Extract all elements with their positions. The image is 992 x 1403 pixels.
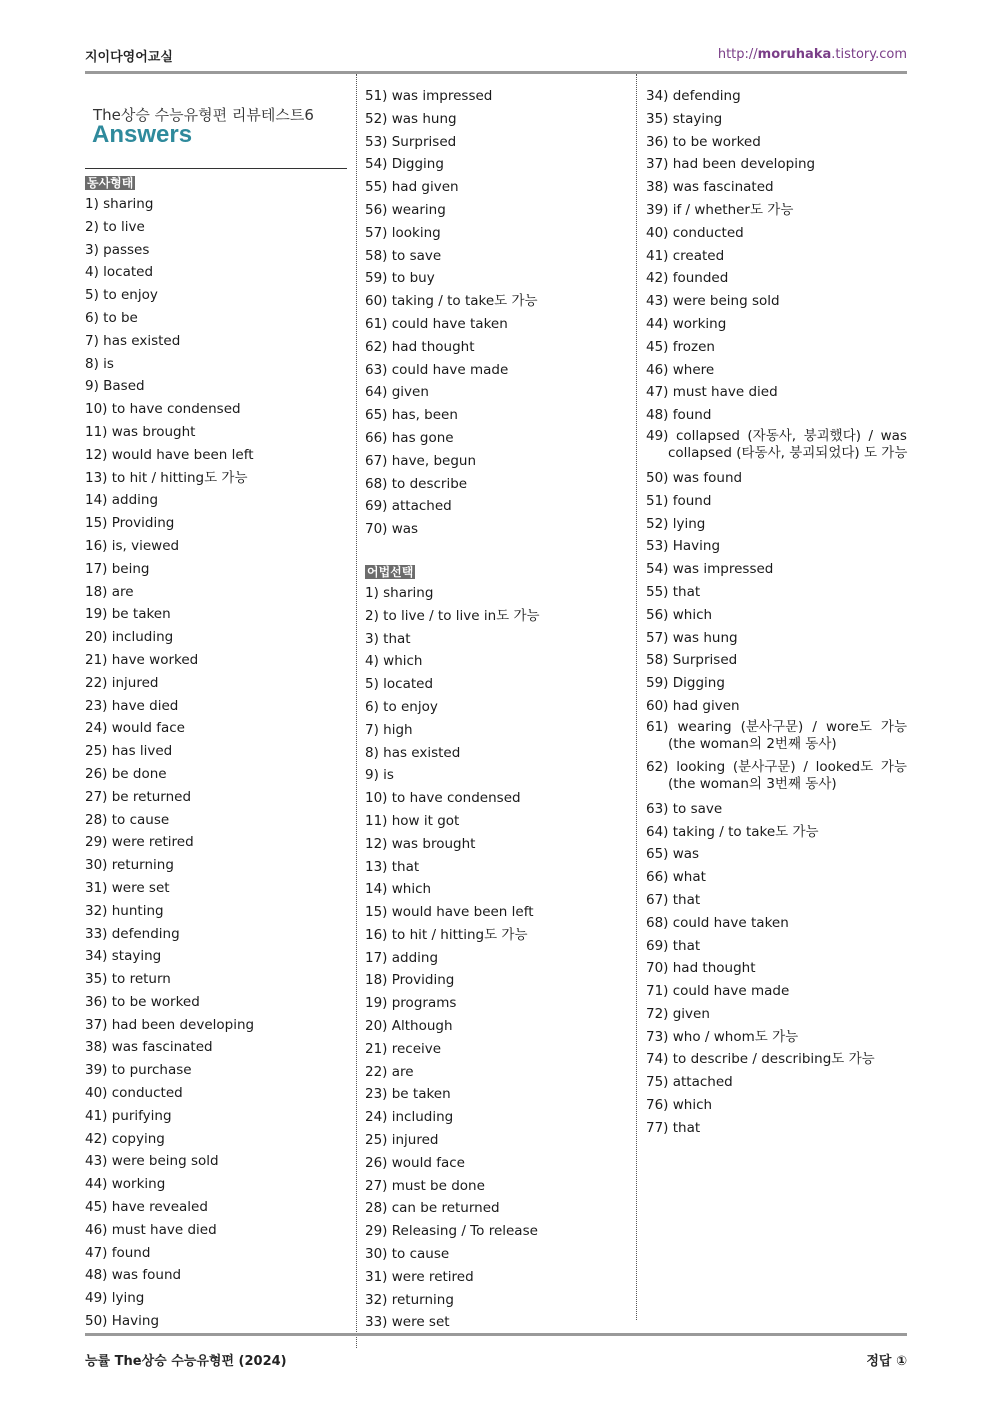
answer-item: 9) is — [365, 767, 394, 784]
answer-item: 75) attached — [646, 1074, 733, 1091]
section-label-grammar-choice: 어법선택 — [367, 564, 414, 579]
answer-item: 7) high — [365, 721, 413, 738]
title-rule — [85, 168, 347, 169]
answer-item: 29) were retired — [85, 834, 194, 851]
answer-item: 40) conducted — [85, 1085, 183, 1102]
answer-item: 25) has lived — [85, 743, 173, 760]
answer-item: 10) to have condensed — [85, 401, 241, 418]
answer-item: 32) returning — [365, 1291, 454, 1308]
answer-item: 63) could have made — [365, 361, 509, 378]
site-name: 지이다영어교실 — [85, 50, 173, 65]
answer-item: 22) are — [365, 1063, 414, 1080]
footer-rule — [85, 1333, 907, 1336]
answer-item: 54) Digging — [365, 156, 444, 173]
answer-item: 20) including — [85, 629, 174, 646]
answer-item: 59) Digging — [646, 675, 725, 692]
answer-item: 32) hunting — [85, 902, 164, 919]
answer-item: 26) be done — [85, 765, 167, 782]
answer-item: 15) would have been left — [365, 904, 534, 921]
answer-item: 8) is — [85, 355, 114, 372]
answer-item: 5) located — [365, 676, 434, 693]
answer-item: 65) has, been — [365, 407, 458, 424]
answer-item: 52) lying — [646, 515, 706, 532]
answer-item: 18) Providing — [365, 972, 455, 989]
answer-item: 53) Surprised — [365, 133, 457, 150]
answer-item: 14) which — [365, 881, 432, 898]
answer-item-line2: (the woman의 3번째 동사) — [668, 776, 837, 793]
answer-item: 12) was brought — [365, 835, 476, 852]
answer-item: 55) that — [646, 583, 701, 600]
answer-item: 42) copying — [85, 1130, 165, 1147]
word: was — [880, 427, 907, 444]
answer-item: 71) could have made — [646, 983, 790, 1000]
answer-item: 36) to be worked — [85, 993, 200, 1010]
answer-item: 15) Providing — [85, 515, 175, 532]
answer-item: 50) Having — [85, 1313, 160, 1330]
answer-item: 36) to be worked — [646, 133, 761, 150]
answer-item: 52) was hung — [365, 110, 457, 127]
answer-item-line1 — [646, 719, 907, 737]
answer-item: 6) to be — [85, 309, 138, 326]
answer-item: 67) that — [646, 891, 701, 908]
answer-item: 31) were set — [85, 879, 170, 896]
word: 붕괴했다) — [803, 427, 862, 444]
word: / — [812, 718, 817, 735]
answer-item: 33) defending — [85, 925, 180, 942]
answer-item: 21) receive — [365, 1040, 442, 1057]
word: 49) — [646, 427, 669, 444]
answer-item: 13) that — [365, 858, 420, 875]
answer-item-line2: collapsed (타동사, 붕괴되었다) 도 가능 — [668, 445, 908, 462]
header-rule — [85, 71, 907, 74]
word: 가능 — [880, 718, 907, 735]
answer-item: 27) must be done — [365, 1177, 485, 1194]
word: looked도 — [815, 758, 874, 775]
answer-item: 60) taking / to take도 가능 — [365, 293, 538, 310]
word: looking — [676, 758, 726, 775]
url-prefix: http:// — [717, 47, 758, 62]
answer-item: 74) to describe / describing도 가능 — [646, 1051, 875, 1068]
answer-item: 37) had been developing — [85, 1016, 255, 1033]
answer-item: 4) which — [365, 653, 423, 670]
answer-item-line1 — [646, 759, 907, 777]
answer-item: 59) to buy — [365, 270, 435, 287]
answer-item: 41) purifying — [85, 1107, 172, 1124]
word: (자동사, — [747, 427, 797, 444]
answer-item: 26) would face — [365, 1154, 465, 1171]
answer-item: 16) to hit / hitting도 가능 — [365, 926, 528, 943]
answer-item: 66) what — [646, 869, 706, 886]
url-bold: moruhaka — [757, 47, 832, 62]
answer-item: 24) including — [365, 1109, 454, 1126]
answer-item: 17) adding — [365, 949, 439, 966]
answer-item: 39) to purchase — [85, 1062, 192, 1079]
footer-page-label: 정답 ① — [866, 1354, 907, 1369]
answer-item: 1) sharing — [85, 196, 154, 212]
answer-item: 31) were retired — [365, 1268, 474, 1285]
answer-item: 64) given — [365, 384, 429, 401]
word: 61) — [646, 718, 669, 735]
word: 가능 — [880, 758, 907, 775]
footer-book-title: 능률 The상승 수능유형편 (2024) — [85, 1354, 287, 1369]
column-divider-1 — [356, 74, 357, 1348]
answer-item: 39) if / whether도 가능 — [646, 201, 794, 218]
answer-item: 62) had thought — [365, 338, 475, 355]
page-subtitle: The상승 수능유형편 리뷰테스트6 — [93, 106, 314, 124]
answer-item: 7) has existed — [85, 332, 181, 349]
answer-item — [646, 428, 907, 468]
answer-item: 64) taking / to take도 가능 — [646, 823, 819, 840]
answer-item: 23) have died — [85, 697, 179, 714]
word: collapsed — [675, 427, 740, 444]
word: wore도 — [825, 718, 872, 735]
column-3 — [646, 86, 907, 1141]
answer-item: 56) wearing — [365, 201, 446, 218]
answer-item: 44) working — [85, 1176, 166, 1193]
answer-item: 69) attached — [365, 498, 452, 515]
answer-item: 70) had thought — [646, 960, 756, 977]
answer-item: 41) created — [646, 247, 725, 264]
answer-item: 10) to have condensed — [365, 790, 521, 807]
answer-item: 72) given — [646, 1005, 710, 1022]
answer-item: 70) was — [365, 521, 419, 538]
answer-item: 17) being — [85, 560, 150, 577]
answer-item: 58) Surprised — [646, 652, 738, 669]
answer-item: 65) was — [646, 846, 700, 863]
answer-item: 48) found — [646, 407, 712, 424]
answer-item: 60) had given — [646, 697, 740, 714]
answer-item: 69) that — [646, 937, 701, 954]
answer-item: 38) was fascinated — [85, 1039, 213, 1056]
answer-item: 34) staying — [85, 948, 162, 965]
answer-item: 21) have worked — [85, 651, 199, 668]
answer-item: 2) to live / to live in도 가능 — [365, 607, 540, 624]
word: wearing — [677, 718, 732, 735]
answer-item: 16) is, viewed — [85, 537, 180, 554]
answer-item: 24) would face — [85, 720, 185, 737]
answer-item: 30) to cause — [365, 1246, 450, 1263]
answer-item: 5) to enjoy — [85, 287, 158, 304]
answer-item: 40) conducted — [646, 224, 744, 241]
answer-item: 25) injured — [365, 1132, 439, 1149]
answer-item: 66) has gone — [365, 429, 454, 446]
word: / — [803, 758, 808, 775]
answer-item: 68) to describe — [365, 475, 468, 492]
answer-item: 22) injured — [85, 674, 159, 691]
answer-item: 30) returning — [85, 857, 174, 874]
answer-item: 12) would have been left — [85, 446, 254, 463]
answer-item: 68) could have taken — [646, 914, 789, 931]
column-divider-2 — [636, 74, 637, 1320]
answer-item: 42) founded — [646, 270, 729, 287]
answer-item: 28) can be returned — [365, 1200, 500, 1217]
answer-item: 38) was fascinated — [646, 179, 774, 196]
word: 62) — [646, 758, 669, 775]
answer-item: 8) has existed — [365, 744, 461, 761]
answer-item: 20) Although — [365, 1018, 453, 1035]
answer-item: 57) looking — [365, 224, 441, 241]
answer-item: 50) was found — [646, 469, 743, 486]
answer-item — [646, 759, 907, 799]
answer-item: 35) to return — [85, 971, 171, 988]
answer-item: 46) must have died — [85, 1221, 217, 1238]
answer-item: 2) to live — [85, 218, 145, 235]
answer-item: 37) had been developing — [646, 156, 816, 173]
answer-item: 27) be returned — [85, 788, 192, 805]
answer-item: 67) have, begun — [365, 452, 476, 469]
answer-item: 51) was impressed — [365, 88, 493, 104]
answer-item: 49) lying — [85, 1290, 145, 1307]
answer-item: 33) were set — [365, 1314, 450, 1331]
site-url[interactable] — [718, 47, 907, 62]
answer-item-line1 — [646, 428, 907, 446]
answer-item: 43) were being sold — [646, 293, 780, 310]
answer-item: 54) was impressed — [646, 561, 774, 578]
answer-item: 13) to hit / hitting도 가능 — [85, 469, 248, 486]
answer-item: 11) was brought — [85, 423, 196, 440]
answer-item-line2: (the woman의 2번째 동사) — [668, 736, 837, 753]
answer-item: 63) to save — [646, 800, 723, 817]
word: (분사구문) — [732, 758, 796, 775]
word: / — [868, 427, 874, 444]
answer-item: 35) staying — [646, 110, 723, 127]
answer-item: 45) frozen — [646, 338, 715, 355]
answer-item: 34) defending — [646, 88, 741, 104]
answer-item — [646, 719, 907, 759]
answer-item: 56) which — [646, 606, 713, 623]
answer-item: 6) to enjoy — [365, 698, 438, 715]
answer-item: 1) sharing — [365, 584, 434, 601]
answer-item: 4) located — [85, 264, 154, 281]
answer-item: 18) are — [85, 583, 134, 600]
answer-item: 77) that — [646, 1119, 701, 1136]
answer-item: 23) be taken — [365, 1086, 451, 1103]
answer-item: 51) found — [646, 492, 712, 509]
answer-item: 53) Having — [646, 538, 721, 555]
answer-item: 44) working — [646, 315, 727, 332]
page-title: Answers — [92, 121, 193, 148]
url-suffix: .tistory.com — [831, 47, 907, 62]
section-label-verb-form: 동사형태 — [87, 176, 134, 190]
answer-item: 47) must have died — [646, 384, 778, 401]
answer-item: 46) where — [646, 361, 715, 378]
answer-item: 58) to save — [365, 247, 442, 264]
answer-item: 43) were being sold — [85, 1153, 219, 1170]
answer-item: 57) was hung — [646, 629, 738, 646]
answer-item: 61) could have taken — [365, 315, 508, 332]
answer-item: 14) adding — [85, 492, 159, 509]
answer-item: 45) have revealed — [85, 1199, 208, 1216]
word: (분사구문) — [740, 718, 804, 735]
column-1 — [85, 175, 350, 1334]
answer-item: 9) Based — [85, 378, 145, 395]
answer-item: 48) was found — [85, 1267, 182, 1284]
answer-item: 19) programs — [365, 995, 457, 1012]
section-gap — [365, 542, 630, 564]
answer-item: 47) found — [85, 1244, 151, 1261]
answer-item: 29) Releasing / To release — [365, 1223, 538, 1240]
answer-item: 19) be taken — [85, 606, 171, 623]
answer-item: 55) had given — [365, 179, 459, 196]
answer-item: 28) to cause — [85, 811, 170, 828]
answer-item: 3) that — [365, 630, 411, 647]
answer-item: 3) passes — [85, 241, 150, 258]
answer-item: 76) which — [646, 1097, 713, 1114]
column-2 — [365, 86, 630, 1335]
answer-item: 73) who / whom도 가능 — [646, 1028, 799, 1045]
answer-item: 11) how it got — [365, 812, 460, 829]
